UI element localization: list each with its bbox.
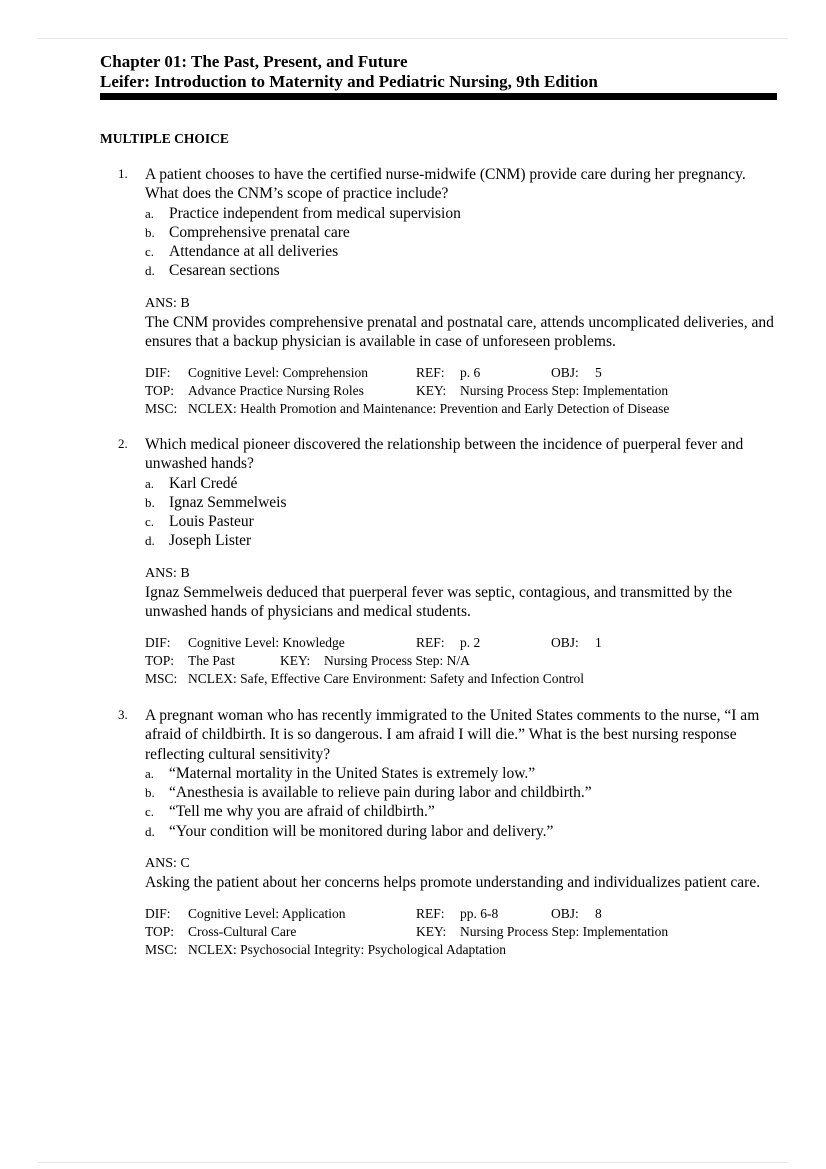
msc-label: MSC: (145, 941, 178, 957)
obj-value: 5 (595, 365, 602, 381)
choice-letter: b. (145, 224, 155, 240)
choice-text: Attendance at all deliveries (169, 243, 339, 261)
dif-value: Cognitive Level: Application (188, 906, 346, 922)
question-3 (118, 706, 778, 958)
question-stem: Which medical pioneer discovered the relationship between the incidence of puerperal fever and unwashed hands? (145, 436, 744, 473)
obj-value: 8 (595, 906, 602, 922)
question-metadata (145, 634, 778, 687)
obj-label: OBJ: (551, 365, 579, 381)
ref-value: pp. 6-8 (460, 906, 499, 922)
dif-label: DIF: (145, 635, 171, 651)
ref-label: REF: (416, 365, 445, 381)
book-title: Leifer: Introduction to Maternity and Pediatric Nursing, 9th Edition (100, 72, 598, 91)
choice-letter: d. (145, 533, 155, 549)
msc-label: MSC: (145, 670, 178, 686)
answer-choice-d (145, 531, 778, 550)
answer-key: ANS: B (145, 295, 190, 311)
choice-letter: a. (145, 205, 155, 221)
answer-choice-b (145, 223, 778, 242)
question-2 (118, 435, 778, 687)
top-value: Cross-Cultural Care (188, 923, 297, 939)
obj-label: OBJ: (551, 635, 579, 651)
choice-letter: a. (145, 765, 155, 781)
answer-choice-b (145, 783, 778, 802)
rationale-text: The CNM provides comprehensive prenatal and postnatal care, attends uncomplicated deliveries, and ensures that a backup physician is available in case of unforeseen problems. (145, 313, 774, 351)
choice-text: “Anesthesia is available to relieve pain during labor and childbirth.” (169, 784, 592, 802)
key-value: Nursing Process Step: N/A (324, 652, 470, 668)
choice-letter: a. (145, 475, 155, 491)
msc-value: NCLEX: Psychosocial Integrity: Psychological Adaptation (188, 941, 506, 957)
ref-value: p. 2 (460, 635, 481, 651)
top-value: Advance Practice Nursing Roles (188, 382, 364, 398)
answer-choice-a (145, 764, 778, 783)
question-metadata (145, 905, 778, 958)
obj-label: OBJ: (551, 906, 579, 922)
choice-letter: b. (145, 494, 155, 510)
dif-label: DIF: (145, 365, 171, 381)
answer-key: ANS: C (145, 856, 190, 872)
key-label: KEY: (416, 382, 447, 398)
question-number: 1. (118, 166, 128, 181)
choice-letter: d. (145, 823, 155, 839)
choice-text: “Your condition will be monitored during labor and delivery.” (169, 822, 554, 840)
answer-choice-c (145, 802, 778, 821)
dif-label: DIF: (145, 906, 171, 922)
choice-text: “Tell me why you are afraid of childbirth.” (169, 803, 435, 821)
page-bottom-divider (38, 1162, 788, 1163)
top-label: TOP: (145, 382, 175, 398)
question-1 (118, 165, 778, 417)
choice-letter: c. (145, 514, 155, 530)
choice-text: Karl Credé (169, 474, 238, 492)
choice-text: Ignaz Semmelweis (169, 493, 287, 511)
key-label: KEY: (416, 923, 447, 939)
key-value: Nursing Process Step: Implementation (460, 923, 669, 939)
choice-letter: c. (145, 804, 155, 820)
choice-letter: d. (145, 263, 155, 279)
answer-choice-d (145, 822, 778, 841)
answer-choice-a (145, 474, 778, 493)
choice-text: Cesarean sections (169, 262, 280, 280)
answer-choice-c (145, 242, 778, 261)
key-label: KEY: (280, 652, 311, 668)
choice-text: Comprehensive prenatal care (169, 223, 350, 241)
answer-choice-b (145, 493, 778, 512)
answer-key: ANS: B (145, 565, 190, 581)
answer-choice-d (145, 261, 778, 280)
top-label: TOP: (145, 652, 175, 668)
question-number: 3. (118, 707, 128, 722)
ref-label: REF: (416, 635, 445, 651)
answer-choice-c (145, 512, 778, 531)
obj-value: 1 (595, 635, 602, 651)
ref-label: REF: (416, 906, 445, 922)
header-divider-bar (100, 93, 777, 100)
dif-value: Cognitive Level: Knowledge (188, 635, 345, 651)
section-title: MULTIPLE CHOICE (100, 131, 229, 146)
question-stem: A pregnant woman who has recently immigrated to the United States comments to the nurse, “I am afraid of childbirth. It is so dangerous. I am afraid I will die.” What is the best nursing response reflecting cultural sensitivity? (145, 707, 760, 763)
answer-choice-a (145, 204, 778, 223)
msc-label: MSC: (145, 400, 178, 416)
question-metadata (145, 364, 778, 417)
choice-text: Joseph Lister (169, 532, 252, 550)
rationale-text: Asking the patient about her concerns helps promote understanding and individualizes patient care. (145, 874, 761, 892)
choice-text: Louis Pasteur (169, 513, 254, 531)
top-value: The Past (188, 652, 235, 668)
ref-value: p. 6 (460, 365, 481, 381)
choice-letter: b. (145, 785, 155, 801)
question-number: 2. (118, 436, 128, 451)
choice-text: “Maternal mortality in the United States is extremely low.” (169, 764, 536, 782)
top-label: TOP: (145, 923, 175, 939)
msc-value: NCLEX: Health Promotion and Maintenance: Prevention and Early Detection of Disease (188, 400, 670, 416)
choice-letter: c. (145, 244, 155, 260)
key-value: Nursing Process Step: Implementation (460, 382, 669, 398)
rationale-text: Ignaz Semmelweis deduced that puerperal fever was septic, contagious, and transmitted by the unwashed hands of physicians and medical students. (145, 583, 733, 621)
question-stem: A patient chooses to have the certified nurse-midwife (CNM) provide care during her pregnancy. What does the CNM’s scope of practice include? (145, 166, 746, 203)
document-header (100, 52, 780, 92)
chapter-title: Chapter 01: The Past, Present, and Future (100, 52, 408, 71)
page-top-divider (38, 38, 788, 39)
dif-value: Cognitive Level: Comprehension (188, 365, 368, 381)
choice-text: Practice independent from medical supervision (169, 204, 461, 222)
msc-value: NCLEX: Safe, Effective Care Environment: Safety and Infection Control (188, 670, 585, 686)
